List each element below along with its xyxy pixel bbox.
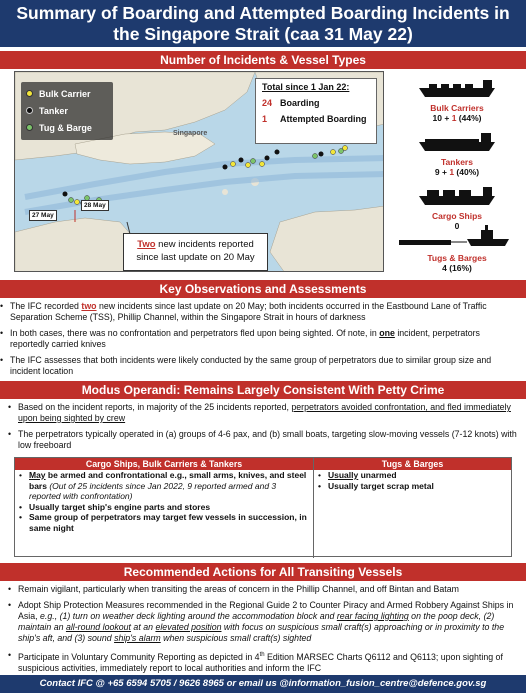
text: Remain vigilant, particularly when transiting the areas of concern in the Phillip Channel, and off Bintan and Batam: [18, 584, 459, 594]
page-title: [0, 0, 526, 47]
table-divider: [313, 458, 314, 558]
total-num: 24: [262, 98, 273, 108]
contact-footer: Contact IFC @ +65 6594 5705 / 9626 8965 or email us @information_fusion_centre@defence.gov.sg: [0, 675, 526, 693]
table-item: • Same group of perpetrators may target few vessels in succession, in same night: [19, 512, 309, 533]
text: The IFC recorded: [10, 301, 82, 311]
emphasis: rear facing lighting: [336, 611, 409, 621]
total-label: Attempted Boarding: [280, 114, 367, 124]
emphasis: perpetrators avoided confrontation, and fled immediately upon being sighted by crew: [18, 402, 511, 423]
superscript: th: [259, 652, 265, 658]
section-heading-incidents: Number of Incidents & Vessel Types: [0, 51, 526, 69]
total-row-boarding: [262, 98, 370, 108]
text: e.g., (1) turn on weather deck lighting around the accommodation block and: [40, 611, 337, 621]
incident-map: [14, 71, 384, 272]
modus-bullet-2: [8, 429, 520, 451]
vessel-count: [392, 167, 522, 177]
legend-item-tug-barge: [26, 119, 108, 136]
note: (Out of 25 incidents since Jan 2022, 9 reported armed and 3 reported with confrontation): [29, 480, 277, 501]
modus-table: [14, 457, 512, 557]
title-line-2: the Singapore Strait (caa 31 May 22): [113, 24, 413, 44]
vessel-tankers: [392, 130, 522, 177]
count-base: 10 +: [432, 113, 452, 123]
map-place-label: Singapore: [173, 130, 208, 137]
section-heading-observations: Key Observations and Assessments: [0, 280, 526, 298]
bulk-carrier-icon: [417, 76, 497, 98]
text: new incidents since last update on 20 May; both incidents occurred in the Eastbound Lane of Traffic Separation Scheme (TSS), Phillip Channel, within the Singapore Strait in hours of darkness: [10, 301, 487, 322]
emphasis: May: [29, 470, 46, 480]
text: incident, perpetrators reportedly carried knives: [10, 328, 480, 349]
table-col-cargo: [19, 470, 309, 533]
table-item: [318, 470, 508, 481]
yellow-dot-icon: [26, 90, 33, 97]
text: be armed and confrontational e.g., small arms, knives, and steel bars: [29, 470, 307, 491]
text: at an: [130, 622, 156, 632]
tag-27-may: 27 May: [29, 210, 57, 221]
tag-28-may: 28 May: [81, 200, 109, 211]
vessel-tugs-barges: [392, 224, 522, 273]
table-item: [19, 470, 309, 502]
tanker-icon: [417, 130, 497, 152]
legend-item-bulk-carrier: [26, 85, 108, 102]
total-row-attempted: [262, 114, 370, 124]
emphasis: ship's alarm: [114, 633, 161, 643]
table-item: • Usually target ship's engine parts and stores: [19, 502, 309, 513]
vessel-count: [392, 113, 522, 123]
callout-line-2: since last update on 20 May: [136, 252, 255, 263]
vessel-name: Tankers: [441, 157, 473, 167]
green-dot-icon: [26, 124, 33, 131]
action-1: [8, 584, 520, 595]
total-num: 1: [262, 114, 268, 124]
vessel-count: 0: [454, 221, 460, 231]
table-item: • Usually target scrap metal: [318, 481, 508, 492]
title-line-1: Summary of Boarding and Attempted Boarding Incidents in: [16, 3, 510, 23]
vessel-name: Tugs & Barges: [427, 253, 487, 263]
text: In both cases, there was no confrontation and perpetrators fled upon being sighted. Of note, in: [10, 328, 380, 338]
section-heading-actions: Recommended Actions for All Transiting Vessels: [0, 563, 526, 581]
legend-item-tanker: [26, 102, 108, 119]
callout-two: Two: [137, 239, 156, 250]
emphasis: all-round lookout: [65, 622, 131, 632]
count-pct: (44%): [456, 113, 482, 123]
text: on the poop deck, (2) maintain an: [18, 611, 495, 632]
observation-1: [0, 301, 520, 323]
table-header-tugs: Tugs & Barges: [314, 458, 511, 470]
total-title: Total since 1 Jan 22:: [262, 82, 350, 92]
text: Participate in Voluntary Community Reporting as depicted in 4: [18, 651, 260, 662]
count-pct: (40%): [454, 167, 480, 177]
observation-2: [0, 328, 520, 350]
legend-label: Tug & Barge: [39, 122, 92, 133]
emphasis: Usually: [328, 470, 359, 480]
callout-text: new incidents reported: [155, 239, 254, 250]
map-legend: [21, 82, 113, 140]
count-extra: 1: [451, 113, 457, 123]
vessel-name: Bulk Carriers: [430, 103, 484, 113]
vessel-count: 4 (16%): [442, 263, 472, 273]
vessel-name: Cargo Ships: [431, 211, 483, 221]
emphasis: one: [379, 328, 395, 338]
text: with focus on suspicious small craft(s) approaching or in proximity to the ship's aft, and (3) sound: [18, 622, 505, 643]
vessel-bulk-carriers: [392, 76, 522, 123]
text: Adopt Ship Protection Measures recommended in the Regional Guide 2 to Counter Piracy and Armed Robbery Against Ships in Asia,: [18, 600, 514, 621]
total-box: [255, 78, 377, 144]
tug-barge-icon: [397, 224, 517, 248]
table-col-tugs: [318, 470, 508, 491]
action-3: [8, 650, 520, 674]
section-heading-modus: Modus Operandi: Remains Largely Consistent With Petty Crime: [0, 381, 526, 399]
text: Edition MARSEC Charts Q6112 and Q6113; upon sighting of suspicious activities, immediately report to local authorities and inform the IFC: [18, 651, 503, 673]
total-label: Boarding: [280, 98, 320, 108]
count-base: 9 +: [434, 167, 450, 177]
text: The IFC assesses that both incidents were likely conducted by the same group of perpetrators due to similar group size and incident location: [10, 355, 492, 376]
cargo-ship-icon: [417, 184, 497, 206]
text: The perpetrators typically operated in (a) groups of 4-6 pax, and (b) small boats, targeting slow-moving vessels (7-12 knots) with low freeboard: [18, 429, 517, 450]
table-header-cargo: Cargo Ships, Bulk Carriers & Tankers: [15, 458, 313, 470]
observation-3: [0, 355, 520, 377]
count-extra: 1: [449, 167, 455, 177]
legend-label: Bulk Carrier: [39, 88, 91, 99]
new-incidents-callout: [123, 233, 268, 271]
text: Based on the incident reports, in majority of the 25 incidents reported,: [18, 402, 292, 412]
emphasis: elevated position: [155, 622, 222, 632]
black-dot-icon: [26, 107, 33, 114]
text: when suspicious small craft(s) sighted: [160, 633, 312, 643]
text: unarmed: [358, 470, 397, 480]
modus-bullet-1: [8, 402, 520, 424]
legend-label: Tanker: [39, 105, 68, 116]
emphasis: two: [81, 301, 97, 311]
action-2: [8, 600, 520, 644]
